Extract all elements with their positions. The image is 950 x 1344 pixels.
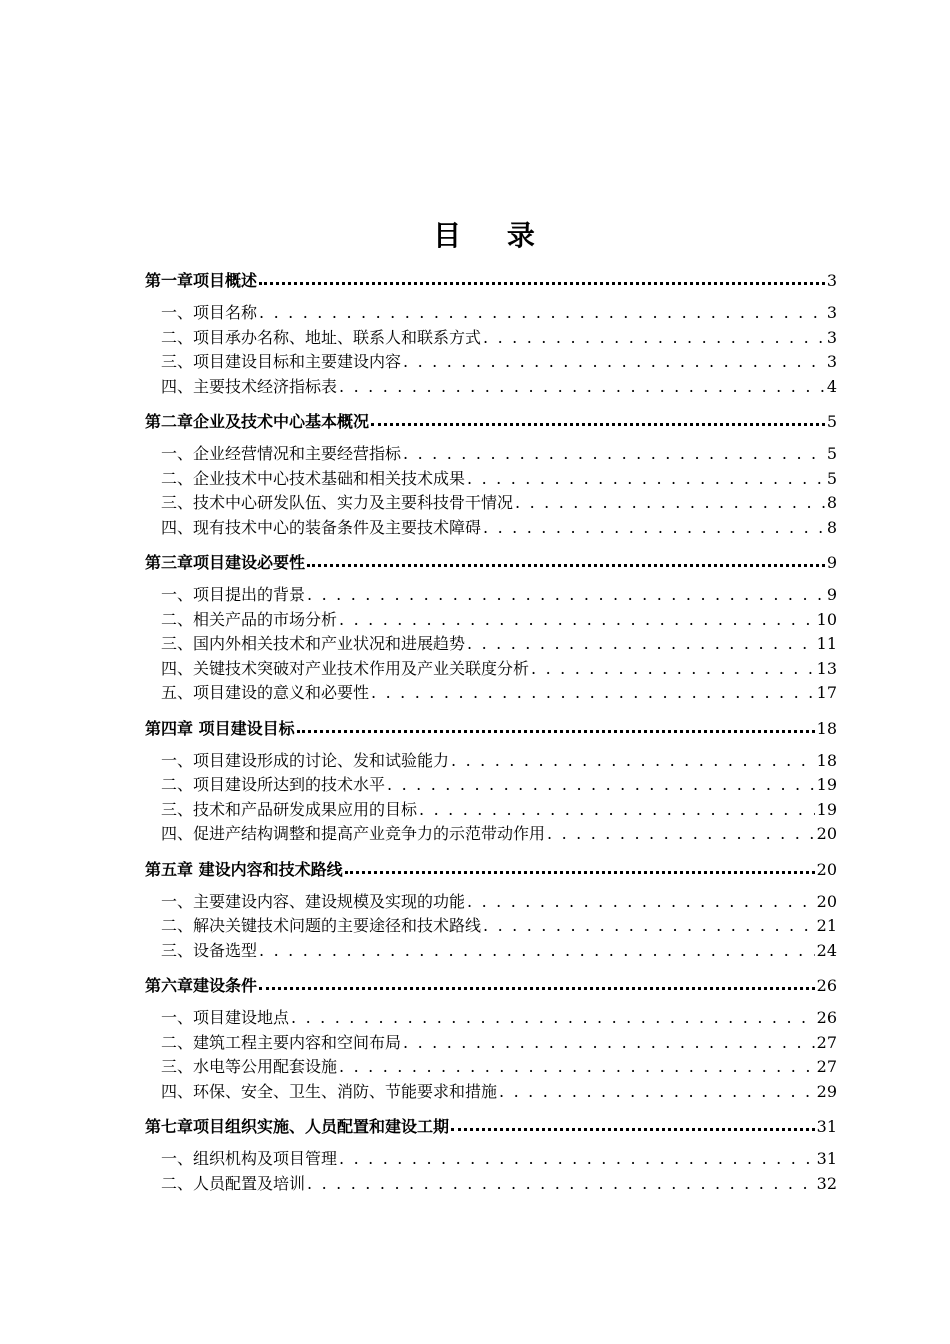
toc-section-title: 一、项目提出的背景 bbox=[161, 585, 306, 604]
toc-section-entry[interactable] bbox=[145, 939, 837, 964]
toc-page-number: 17 bbox=[816, 683, 837, 702]
toc-section-entry[interactable] bbox=[145, 301, 837, 326]
toc-section-title: 二、项目建设所达到的技术水平 bbox=[161, 775, 386, 794]
toc-page-number: 20 bbox=[816, 891, 837, 911]
dot-leader bbox=[403, 350, 825, 375]
toc-page-number: 3 bbox=[826, 352, 837, 371]
toc-section-title: 四、关键技术突破对产业技术作用及产业关联度分析 bbox=[161, 658, 530, 678]
dot-leader bbox=[499, 1080, 815, 1105]
dot-leader bbox=[307, 1172, 815, 1197]
toc-section-title: 四、促进产结构调整和提高产业竞争力的示范带动作用 bbox=[161, 824, 546, 843]
toc-page-number: 21 bbox=[816, 916, 837, 935]
toc-page-number: 19 bbox=[816, 775, 837, 794]
toc-page-number: 31 bbox=[816, 1149, 837, 1168]
toc-page-number: 8 bbox=[826, 493, 837, 512]
dot-leader bbox=[339, 375, 825, 400]
toc-section-entry[interactable] bbox=[145, 914, 837, 939]
toc-section-title: 二、建筑工程主要内容和空间布局 bbox=[161, 1032, 402, 1052]
dot-leader bbox=[259, 282, 825, 285]
dot-leader bbox=[483, 516, 825, 541]
dot-leader bbox=[387, 773, 815, 798]
dot-leader bbox=[259, 939, 815, 964]
dot-leader bbox=[451, 1128, 815, 1131]
dot-leader bbox=[307, 583, 825, 608]
toc-section-entry[interactable] bbox=[145, 516, 837, 541]
toc-section-entry[interactable] bbox=[145, 657, 837, 682]
toc-section-entry[interactable] bbox=[145, 890, 837, 915]
toc-page-number: 13 bbox=[816, 658, 837, 678]
toc-chapter-title: 第四章 项目建设目标 bbox=[145, 718, 295, 738]
toc-chapter-entry[interactable] bbox=[145, 971, 837, 1000]
dot-leader bbox=[297, 730, 815, 733]
toc-section-entry[interactable] bbox=[145, 1172, 837, 1197]
dot-leader bbox=[371, 681, 815, 706]
toc-page-number: 19 bbox=[816, 799, 837, 819]
dot-leader bbox=[483, 326, 825, 351]
toc-chapter-title: 第七章项目组织实施、人员配置和建设工期 bbox=[145, 1117, 450, 1136]
toc-page-number: 9 bbox=[826, 553, 837, 572]
toc-page-number: 27 bbox=[816, 1057, 837, 1076]
toc-section-title: 三、项目建设目标和主要建设内容 bbox=[161, 352, 402, 371]
toc-chapter-entry[interactable] bbox=[145, 1112, 837, 1141]
toc-section-entry[interactable] bbox=[145, 632, 837, 657]
toc-page-number: 10 bbox=[816, 609, 837, 629]
toc-page-number: 26 bbox=[816, 976, 837, 995]
toc-page-number: 5 bbox=[826, 412, 837, 431]
toc-page-number: 31 bbox=[816, 1117, 837, 1136]
dot-leader bbox=[259, 301, 825, 326]
toc-section-title: 一、项目名称 bbox=[161, 303, 258, 322]
dot-leader bbox=[339, 1147, 815, 1172]
toc-chapter-entry[interactable] bbox=[145, 855, 837, 884]
toc-section-title: 二、相关产品的市场分析 bbox=[161, 609, 338, 629]
dot-leader bbox=[345, 871, 815, 874]
toc-section-entry[interactable] bbox=[145, 375, 837, 400]
toc-page-number: 29 bbox=[816, 1081, 837, 1101]
toc-section-entry[interactable] bbox=[145, 749, 837, 774]
toc-section-title: 一、项目建设形成的讨论、发和试验能力 bbox=[161, 750, 450, 770]
toc-page-number: 11 bbox=[816, 634, 837, 653]
toc-page-number: 27 bbox=[816, 1032, 837, 1052]
toc-section-entry[interactable] bbox=[145, 1055, 837, 1080]
toc-page-number: 3 bbox=[826, 303, 837, 322]
toc-section-entry[interactable] bbox=[145, 798, 837, 823]
toc-chapter bbox=[145, 855, 837, 964]
toc-page-number: 3 bbox=[826, 327, 837, 347]
toc-chapter-entry[interactable] bbox=[145, 714, 837, 743]
toc-section-entry[interactable] bbox=[145, 350, 837, 375]
dot-leader bbox=[403, 442, 825, 467]
toc-section-entry[interactable] bbox=[145, 681, 837, 706]
toc-section-title: 一、组织机构及项目管理 bbox=[161, 1149, 338, 1168]
toc-chapter bbox=[145, 1112, 837, 1196]
toc-section-title: 二、项目承办名称、地址、联系人和联系方式 bbox=[161, 327, 482, 347]
toc-page-number: 18 bbox=[816, 718, 837, 738]
toc-chapter-title: 第一章项目概述 bbox=[145, 271, 258, 290]
toc-chapter bbox=[145, 714, 837, 847]
toc-section-title: 二、企业技术中心技术基础和相关技术成果 bbox=[161, 468, 466, 488]
toc-chapter bbox=[145, 971, 837, 1104]
dot-leader bbox=[307, 564, 825, 567]
toc-page-number: 24 bbox=[816, 940, 837, 960]
toc-section-title: 四、主要技术经济指标表 bbox=[161, 376, 338, 396]
toc-page-number: 8 bbox=[826, 517, 837, 537]
toc-chapter-entry[interactable] bbox=[145, 407, 837, 436]
toc-section-title: 四、现有技术中心的装备条件及主要技术障碍 bbox=[161, 517, 482, 537]
toc-page-number: 20 bbox=[816, 824, 837, 843]
toc-chapter-entry[interactable] bbox=[145, 266, 837, 295]
toc-page-number: 18 bbox=[816, 750, 837, 770]
dot-leader bbox=[467, 890, 815, 915]
toc-section-entry[interactable] bbox=[145, 442, 837, 467]
toc-chapter-title: 第五章 建设内容和技术路线 bbox=[145, 859, 343, 879]
toc-page-number: 3 bbox=[826, 271, 837, 290]
toc-section-title: 三、水电等公用配套设施 bbox=[161, 1057, 338, 1076]
toc-page-number: 5 bbox=[826, 468, 837, 488]
toc-page-number: 9 bbox=[826, 585, 837, 604]
dot-leader bbox=[291, 1006, 815, 1031]
toc-chapter-title: 第二章企业及技术中心基本概况 bbox=[145, 412, 370, 431]
dot-leader bbox=[483, 914, 815, 939]
toc-chapter bbox=[145, 407, 837, 540]
dot-leader bbox=[259, 987, 815, 990]
toc-chapter-title: 第三章项目建设必要性 bbox=[145, 553, 306, 572]
toc-section-entry[interactable] bbox=[145, 1147, 837, 1172]
toc-page-number: 20 bbox=[816, 859, 837, 879]
toc-section-entry[interactable] bbox=[145, 583, 837, 608]
toc-section-entry[interactable] bbox=[145, 1080, 837, 1105]
toc-page-number: 26 bbox=[816, 1008, 837, 1027]
toc-section-title: 二、解决关键技术问题的主要途径和技术路线 bbox=[161, 916, 482, 935]
toc-section-entry[interactable] bbox=[145, 467, 837, 492]
dot-leader bbox=[547, 822, 815, 847]
dot-leader bbox=[451, 749, 815, 774]
toc-section-entry[interactable] bbox=[145, 326, 837, 351]
dot-leader bbox=[515, 491, 825, 516]
dot-leader bbox=[419, 798, 815, 823]
toc-page-number: 4 bbox=[826, 376, 837, 396]
toc-section-entry[interactable] bbox=[145, 773, 837, 798]
toc-page-number: 5 bbox=[826, 444, 837, 463]
dot-leader bbox=[339, 608, 815, 633]
dot-leader bbox=[339, 1055, 815, 1080]
page-title: 目 录 bbox=[433, 219, 553, 252]
table-of-contents bbox=[145, 266, 837, 1204]
toc-page-number: 32 bbox=[816, 1173, 837, 1193]
dot-leader bbox=[403, 1031, 815, 1056]
toc-section-entry[interactable] bbox=[145, 491, 837, 516]
toc-section-title: 四、环保、安全、卫生、消防、节能要求和措施 bbox=[161, 1081, 498, 1101]
toc-chapter bbox=[145, 266, 837, 399]
toc-section-title: 三、技术和产品研发成果应用的目标 bbox=[161, 799, 418, 819]
toc-chapter-title: 第六章建设条件 bbox=[145, 976, 258, 995]
toc-section-entry[interactable] bbox=[145, 1031, 837, 1056]
toc-section-title: 三、设备选型 bbox=[161, 940, 258, 960]
toc-section-title: 二、人员配置及培训 bbox=[161, 1173, 306, 1193]
dot-leader bbox=[531, 657, 815, 682]
toc-section-entry[interactable] bbox=[145, 608, 837, 633]
toc-chapter bbox=[145, 548, 837, 706]
toc-chapter-entry[interactable] bbox=[145, 548, 837, 577]
toc-section-entry[interactable] bbox=[145, 822, 837, 847]
toc-section-title: 一、主要建设内容、建设规模及实现的功能 bbox=[161, 891, 466, 911]
dot-leader bbox=[467, 632, 815, 657]
dot-leader bbox=[371, 423, 825, 426]
toc-section-title: 三、国内外相关技术和产业状况和进展趋势 bbox=[161, 634, 466, 653]
toc-section-entry[interactable] bbox=[145, 1006, 837, 1031]
toc-section-title: 三、技术中心研发队伍、实力及主要科技骨干情况 bbox=[161, 493, 514, 512]
toc-section-title: 一、企业经营情况和主要经营指标 bbox=[161, 444, 402, 463]
dot-leader bbox=[467, 467, 825, 492]
toc-section-title: 五、项目建设的意义和必要性 bbox=[161, 683, 370, 702]
toc-section-title: 一、项目建设地点 bbox=[161, 1008, 290, 1027]
